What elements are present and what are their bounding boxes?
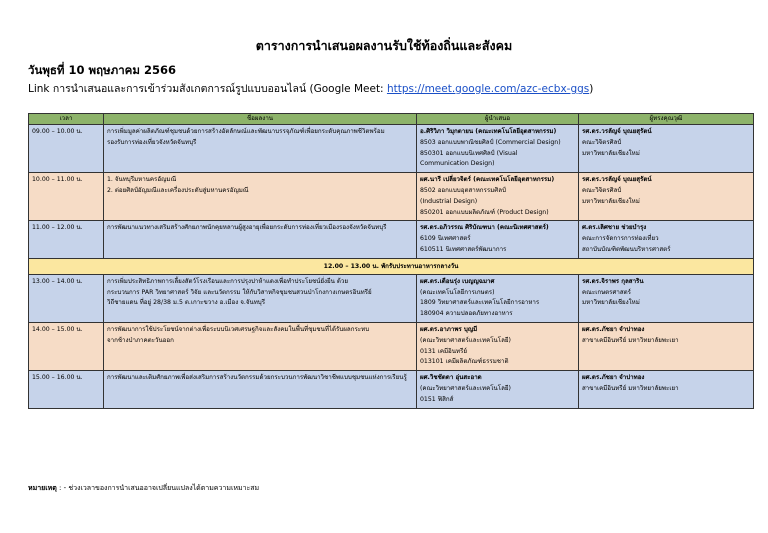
time-cell: 09.00 – 10.00 น.: [29, 125, 104, 173]
work-cell: [104, 322, 417, 370]
expert-name: ผศ.ดร.ภัชยา จำปาทอง: [582, 374, 645, 382]
work-cell: [104, 221, 417, 258]
footnote: [28, 483, 259, 494]
table-row: [29, 274, 754, 322]
presenter-line: (Industrial Design): [420, 197, 478, 205]
presenter-name: ผศ.ดร.อาภาพร บุญมี: [420, 325, 478, 333]
expert-line: คณะวิจิตรศิลป์: [582, 138, 622, 146]
expert-name: ศ.ดร.เลิศชาย ช่วยบำรุง: [582, 224, 647, 232]
schedule-table: [28, 113, 754, 409]
presenter-cell: [417, 371, 579, 408]
work-cell: [104, 173, 417, 221]
work-line: 1. จันทบุรีมหานครอัญมณี: [107, 176, 177, 184]
work-line: การเพิ่มมูลค่าผลิตภัณฑ์ชุมชนด้วยการสร้างอัตลักษณ์และพัฒนาบรรจุภัณฑ์เพื่อยกระดับคุณภาพชีวิตพร้อม: [107, 128, 385, 135]
time-cell: 13.00 – 14.00 น.: [29, 274, 104, 322]
note-label: หมายเหตุ: [28, 484, 57, 492]
link-suffix: ): [589, 83, 594, 95]
work-line: รองรับการท่องเที่ยวจังหวัดจันทบุรี: [107, 138, 197, 146]
presenter-line: 850201 ออกแบบผลิตภัณฑ์ (Product Design): [420, 208, 549, 216]
expert-cell: [579, 221, 754, 258]
expert-line: คณะวิจิตรศิลป์: [582, 186, 622, 194]
presenter-line: 1809 วิทยาศาสตร์และเทคโนโลยีการอาหาร: [420, 299, 540, 307]
work-cell: [104, 125, 417, 173]
expert-cell: [579, 322, 754, 370]
presenter-cell: [417, 173, 579, 221]
expert-name: รศ.ดร.วรลัญจ์ บุณยสุรัตน์: [582, 176, 652, 184]
presenter-line: 8502 ออกแบบอุตสาหกรรมศิลป์: [420, 186, 506, 194]
expert-line: คณะการจัดการการท่องเที่ยว: [582, 235, 659, 243]
document-title: ตารางการนำเสนอผลงานรับใช้ท้องถิ่นและสังคม: [255, 38, 513, 53]
expert-line: มหาวิทยาลัยเชียงใหม่: [582, 149, 640, 157]
presenter-name: อ.ศิริวิภา วิมุกตายน (คณะเทคโนโลยีอุตสาหกรรม): [420, 128, 557, 135]
work-line: วิถีชายแดน ที่อยู่ 28/38 ม.5 ต.เกาะขวาง อ.เมือง จ.จันทบุรี: [107, 299, 266, 307]
presenter-line: (คณะเทคโนโลยีการเกษตร): [420, 288, 495, 296]
table-row: [29, 221, 754, 258]
presenter-line: 6109 นิเทศศาสตร์: [420, 235, 471, 243]
note-text: : - ช่วงเวลาของการนำเสนออาจเปลี่ยนแปลงได้ตามความเหมาะสม: [56, 484, 260, 492]
work-line: กระบวนการ PAR วิทยาศาสตร์ วิจัย และนวัตกรรม ให้กับวิสาหกิจชุมชนสวนป่าโกงกางเกษตรอินทรีย์: [107, 288, 372, 296]
presenter-name: รศ.ดร.อภิวรรณ ศิริบัณฑนา (คณะนิเทศศาสตร์): [420, 224, 549, 232]
expert-line: สาขาเคมีอินทรีย์ มหาวิทยาลัยพะเยา: [582, 384, 679, 392]
expert-line: มหาวิทยาลัยเชียงใหม่: [582, 299, 640, 307]
presenter-cell: [417, 125, 579, 173]
presenter-cell: [417, 322, 579, 370]
presentation-date: วันพุธที่ 10 พฤษภาคม 2566: [28, 63, 176, 77]
expert-cell: [579, 173, 754, 221]
table-row: [29, 371, 754, 408]
time-cell: 14.00 – 15.00 น.: [29, 322, 104, 370]
expert-name: ผศ.ดร.ภัชยา จำปาทอง: [582, 325, 645, 333]
work-line: การพัฒนาและเติมศักยภาพเพื่อส่งเสริมการสร้างนวัตกรรมด้วยกระบวนการพัฒนาวิชาชีพแบบชุมชนแห่งการเรียนรู้: [107, 374, 407, 382]
presenter-line: 180904 ความปลอดภัยทางอาหาร: [420, 310, 513, 318]
header-expert: ผู้ทรงคุณวุฒิ: [579, 114, 754, 125]
presenter-line: 850301 ออกแบบนิเทศศิลป์ (Visual: [420, 149, 518, 157]
table-header-row: [29, 114, 754, 125]
time-cell: 15.00 – 16.00 น.: [29, 371, 104, 408]
expert-line: สถาบันบัณฑิตพัฒนบริหารศาสตร์: [582, 245, 671, 253]
table-row: [29, 322, 754, 370]
work-line: การพัฒนาแนวทางเสริมสร้างศักยภาพนักคุยหลานผู้สูงอายุเพื่อยกระดับการท่องเที่ยวเมืองรองจังหวัดจันทบุรี: [107, 224, 387, 232]
time-cell: 10.00 – 11.00 น.: [29, 173, 104, 221]
expert-name: รศ.ดร.จิราพร กุลสาริน: [582, 277, 644, 285]
header-presenter: ผู้นำเสนอ: [417, 114, 579, 125]
meeting-link[interactable]: https://meet.google.com/azc-ecbx-ggs: [386, 83, 590, 95]
link-prefix: Link การนำเสนอและการเข้าร่วมสังเกตการณ์รูปแบบออนไลน์ (Google Meet:: [28, 83, 387, 95]
expert-cell: [579, 371, 754, 408]
presenter-cell: [417, 274, 579, 322]
presenter-name: ผศ.ดร.เดือนรุ่ง เบญญฉมาศ: [420, 277, 495, 285]
presenter-name: ผศ.นารี เปลี่ยวจิตร์ (คณะเทคโนโลยีอุตสาหกรรม): [420, 176, 555, 184]
presenter-line: 610511 นิเทศศาสตร์พัฒนาการ: [420, 245, 507, 253]
work-line: การเพิ่มประสิทธิภาพการเลี้ยงสัตว์โรงเรือนและการปรุงปาห้าแดงเพื่อทำประโยชน์ยั่งยืน ด้วย: [107, 277, 348, 285]
header-work: ชื่อผลงาน: [104, 114, 417, 125]
expert-line: สาขาเคมีอินทรีย์ มหาวิทยาลัยพะเยา: [582, 336, 679, 344]
meeting-link-line: [28, 80, 593, 97]
expert-cell: [579, 274, 754, 322]
presenter-line: (คณะวิทยาศาสตร์และเทคโนโลยี): [420, 384, 511, 392]
work-line: 2. ต่อยศิลป์อัญมณีและเครื่องประดับสู่มหานครอัญมณี: [107, 186, 249, 194]
work-line: จากช้างป่าภาคตะวันออก: [107, 336, 174, 344]
work-line: การพัฒนาการใช้ประโยชน์จากต่างเพื่อระบบนิเวศเศรษฐกิจและสังคมในพื้นที่ชุมชนที่ได้รับผลกระทบ: [107, 325, 370, 333]
work-cell: [104, 371, 417, 408]
table-row: [29, 173, 754, 221]
presenter-line: 0151 ฟิสิกส์: [420, 395, 454, 403]
presenter-line: (คณะวิทยาศาสตร์และเทคโนโลยี): [420, 336, 511, 344]
presenter-line: 013101 เคมีผลิตภัณฑ์ธรรมชาติ: [420, 358, 509, 366]
lunch-break-row: [29, 258, 754, 274]
expert-line: มหาวิทยาลัยเชียงใหม่: [582, 197, 640, 205]
presenter-line: 0131 เคมีอินทรีย์: [420, 347, 468, 355]
presenter-line: Communication Design): [420, 160, 495, 168]
header-time: เวลา: [29, 114, 104, 125]
presenter-line: 8503 ออกแบบพาณิชยศิลป์ (Commercial Design): [420, 138, 561, 146]
lunch-break-cell: 12.00 – 13.00 น. พักรับประทานอาหารกลางวัน: [29, 258, 754, 274]
expert-cell: [579, 125, 754, 173]
table-row: [29, 125, 754, 173]
presenter-name: ผศ.วิชชัตดา อุ่นสะอาด: [420, 374, 482, 382]
work-cell: [104, 274, 417, 322]
presenter-cell: [417, 221, 579, 258]
expert-name: รศ.ดร.วรลัญจ์ บุณยสุรัตน์: [582, 128, 652, 135]
expert-line: คณะเกษตรศาสตร์: [582, 288, 632, 296]
time-cell: 11.00 – 12.00 น.: [29, 221, 104, 258]
